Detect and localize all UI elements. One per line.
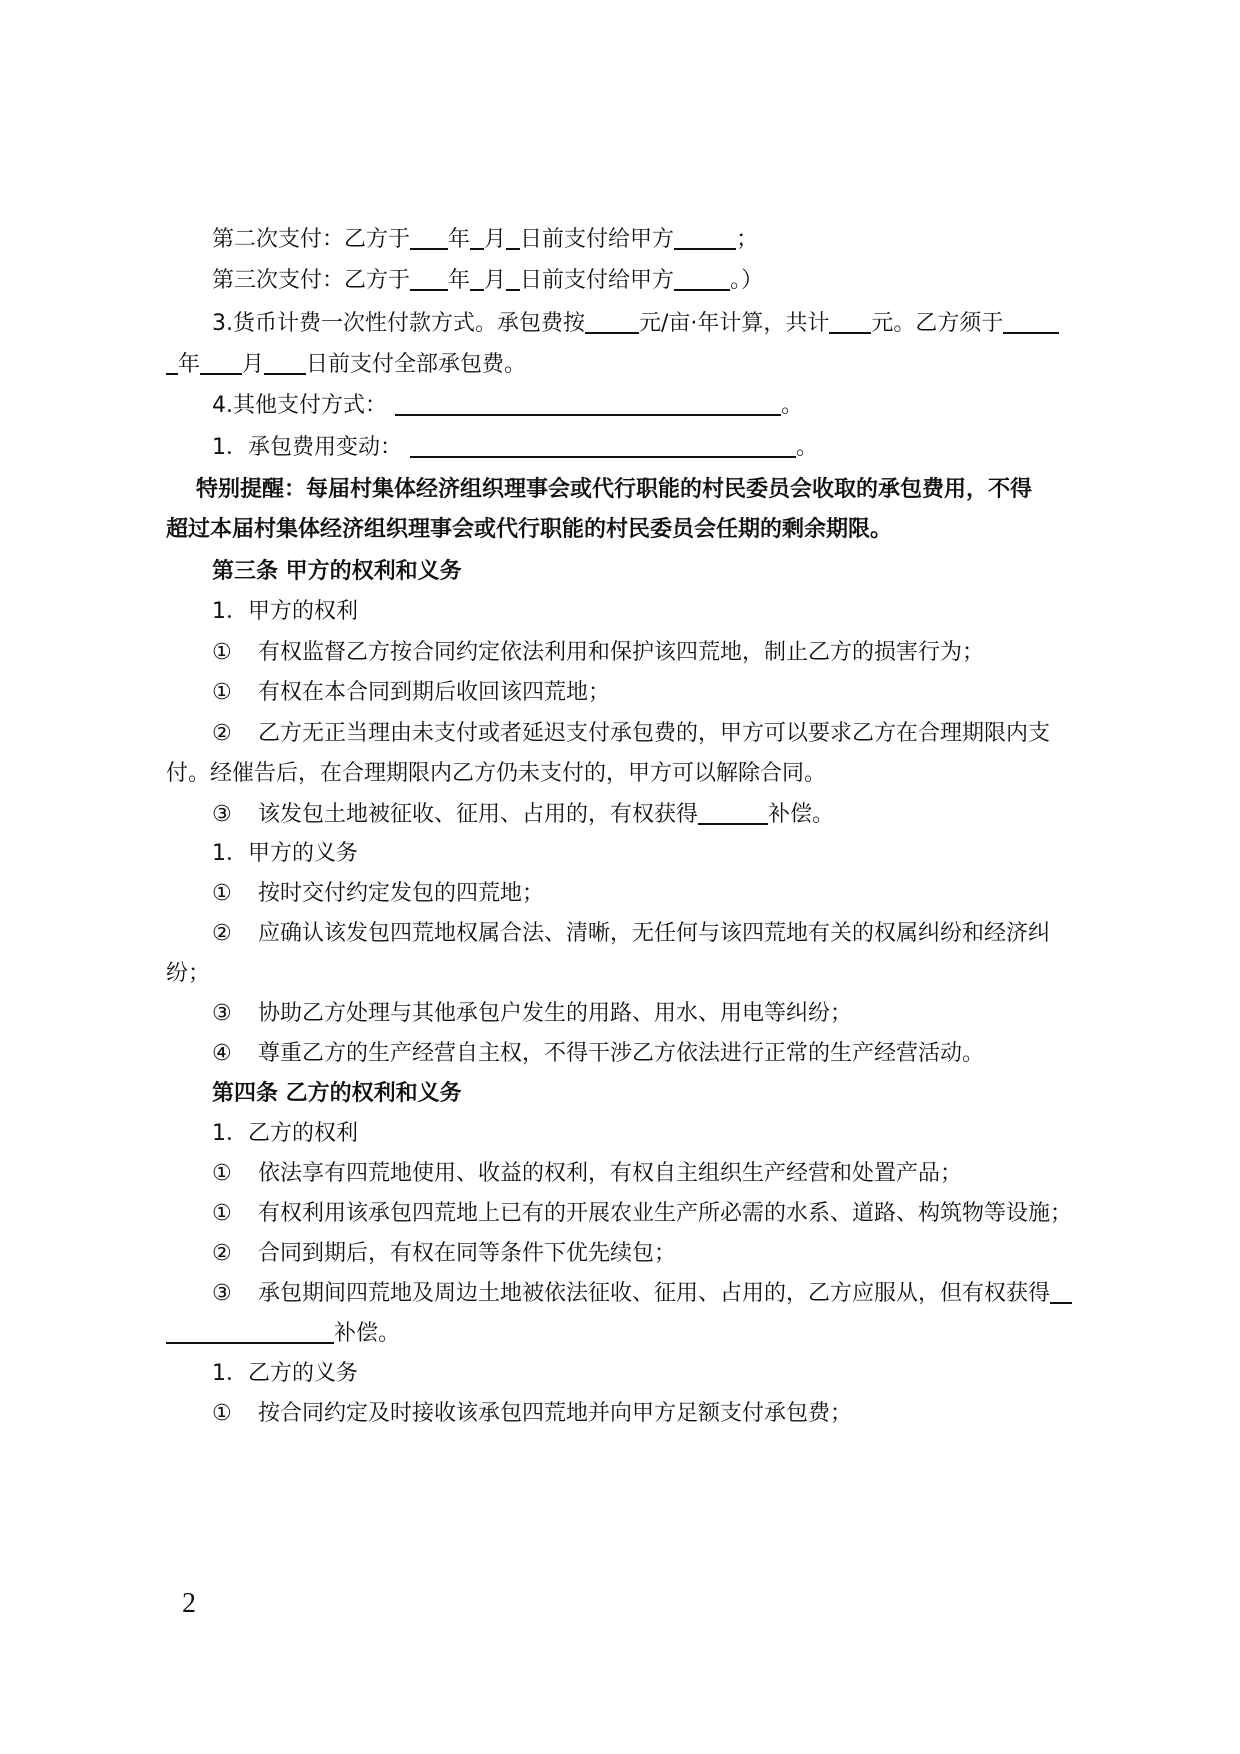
party-a-rights-heading: 1．甲方的权利 <box>212 599 358 624</box>
list-item: ③ 该发包土地被征收、征用、占用的，有权获得 补偿。 <box>212 802 835 827</box>
fee-change-line: 1．承包费用变动： 。 <box>212 435 819 460</box>
special-reminder-line-2: 超过本届村集体经济组织理事会或代行职能的村民委员会任期的剩余期限。 <box>166 517 893 542</box>
blank-field <box>470 226 484 250</box>
party-b-obligations-heading: 1．乙方的义务 <box>212 1361 358 1386</box>
blank-field <box>200 351 242 375</box>
page-number: 2 <box>182 1588 196 1619</box>
blank-field <box>264 351 306 375</box>
blank-field <box>829 310 871 334</box>
list-item: ③ 协助乙方处理与其他承包户发生的用路、用水、用电等纠纷； <box>212 1001 853 1026</box>
lump-sum-deadline-line: 年 月 日前支付全部承包费。 <box>166 350 526 380</box>
blank-field <box>166 1320 334 1344</box>
blank-field <box>395 392 781 416</box>
list-item: ① 有权利用该承包四荒地上已有的开展农业生产所必需的水系、道路、构筑物等设施； <box>212 1201 1073 1226</box>
party-b-rights-heading: 1．乙方的权利 <box>212 1121 358 1146</box>
second-payment-line: 第二次支付：乙方于 年 月 日前支付给甲方 ； <box>212 227 759 252</box>
list-item: ① 有权在本合同到期后收回该四荒地； <box>212 680 611 705</box>
special-reminder-line-1: 特别提醒：每届村集体经济组织理事会或代行职能的村民委员会收取的承包费用，不得 <box>196 477 1033 502</box>
blank-field <box>166 351 178 375</box>
blank-field <box>410 226 448 250</box>
list-item: ④ 尊重乙方的生产经营自主权，不得干涉乙方依法进行正常的生产经营活动。 <box>212 1041 985 1066</box>
list-item-continuation: 纷； <box>166 961 211 986</box>
list-item: ① 按时交付约定发包的四荒地； <box>212 881 545 906</box>
list-item: ② 应确认该发包四荒地权属合法、清晰，无任何与该四荒地有关的权属纠纷和经济纠 <box>212 921 1051 946</box>
blank-field <box>506 267 520 291</box>
blank-field <box>1003 310 1059 334</box>
blank-field <box>506 226 520 250</box>
list-item-continuation: 补偿。 <box>166 1319 400 1349</box>
article-3-heading: 第三条 甲方的权利和义务 <box>212 559 462 584</box>
lump-sum-payment-line: 3.货币计费一次性付款方式。承包费按 元/亩·年计算，共计 元。乙方须于 <box>212 309 1059 339</box>
list-item: ③ 承包期间四荒地及周边土地被依法征收、征用、占用的，乙方应服从，但有权获得 <box>212 1279 1072 1309</box>
list-item: ① 按合同约定及时接收该承包四荒地并向甲方足额支付承包费； <box>212 1401 853 1426</box>
list-item: ② 合同到期后，有权在同等条件下优先续包； <box>212 1241 677 1266</box>
article-4-heading: 第四条 乙方的权利和义务 <box>212 1081 462 1106</box>
blank-field <box>1050 1280 1072 1304</box>
blank-field <box>585 310 639 334</box>
blank-field <box>698 801 768 825</box>
party-a-obligations-heading: 1．甲方的义务 <box>212 841 358 866</box>
blank-field <box>470 267 484 291</box>
list-item: ① 依法享有四荒地使用、收益的权利，有权自主组织生产经营和处置产品； <box>212 1161 963 1186</box>
blank-field <box>410 434 796 458</box>
blank-field <box>674 267 730 291</box>
other-payment-line: 4.其他支付方式： 。 <box>212 393 804 418</box>
list-item: ② 乙方无正当理由未支付或者延迟支付承包费的，甲方可以要求乙方在合理期限内支 <box>212 721 1051 746</box>
blank-field <box>410 267 448 291</box>
list-item-continuation: 付。经催告后，在合理期限内乙方仍未支付的，甲方可以解除合同。 <box>166 761 827 786</box>
third-payment-line: 第三次支付：乙方于 年 月 日前支付给甲方 。） <box>212 268 764 293</box>
blank-field <box>674 226 736 250</box>
list-item: ① 有权监督乙方按合同约定依法利用和保护该四荒地，制止乙方的损害行为； <box>212 640 985 665</box>
